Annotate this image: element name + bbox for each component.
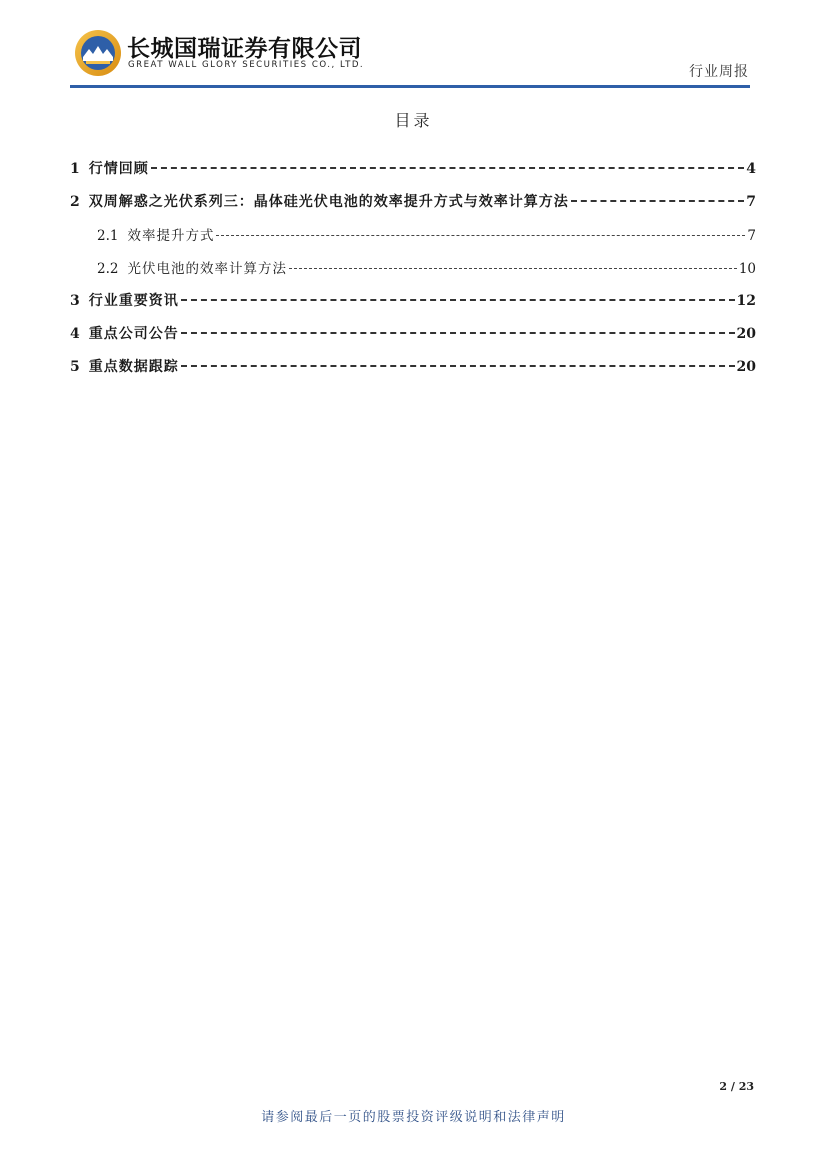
toc-entry-title: 重点数据跟踪	[88, 359, 179, 375]
toc-entry-number: 1	[70, 161, 80, 177]
toc-leader	[571, 200, 745, 202]
header-divider	[70, 85, 750, 88]
toc-entry-page: 7	[747, 228, 756, 244]
toc-leader	[151, 167, 745, 169]
company-name-en: GREAT WALL GLORY SECURITIES CO., LTD.	[128, 60, 365, 70]
toc-entry-page: 12	[736, 293, 756, 309]
toc-entry[interactable]	[70, 224, 756, 244]
toc-entry-number: 5	[70, 359, 80, 375]
table-of-contents	[70, 158, 756, 389]
toc-entry[interactable]	[70, 158, 756, 175]
toc-leader	[181, 365, 735, 367]
toc-entry-number: 2.2	[97, 261, 119, 277]
toc-entry-page: 20	[736, 326, 756, 342]
toc-entry[interactable]	[70, 257, 756, 277]
toc-entry[interactable]	[70, 290, 756, 307]
toc-entry-title: 重点公司公告	[88, 326, 179, 342]
toc-entry-page: 4	[746, 161, 756, 177]
toc-entry[interactable]	[70, 191, 756, 208]
toc-entry[interactable]	[70, 323, 756, 340]
toc-title: 目录	[394, 111, 433, 130]
page-number: 2 / 23	[719, 1080, 754, 1093]
page-header	[0, 0, 827, 90]
toc-entry-title: 光伏电池的效率计算方法	[127, 261, 287, 277]
company-name-cn: 长城国瑞证券有限公司	[127, 36, 362, 62]
toc-entry-page: 10	[738, 261, 756, 277]
toc-entry-number: 4	[70, 326, 80, 342]
toc-entry-number: 2	[70, 194, 80, 210]
toc-entry-title: 行业重要资讯	[88, 293, 179, 309]
toc-entry-number: 3	[70, 293, 80, 309]
toc-entry-title: 效率提升方式	[127, 228, 215, 244]
toc-entry[interactable]	[70, 356, 756, 373]
toc-leader	[181, 299, 735, 301]
toc-entry-title: 双周解惑之光伏系列三：晶体硅光伏电池的效率提升方式与效率计算方法	[88, 194, 569, 210]
report-type-label: 行业周报	[689, 64, 749, 80]
toc-leader	[216, 235, 745, 236]
toc-leader	[181, 332, 735, 334]
company-logo-icon	[74, 29, 122, 77]
toc-entry-title: 行情回顾	[88, 161, 149, 177]
toc-leader	[289, 268, 737, 269]
toc-entry-number: 2.1	[97, 228, 119, 244]
toc-entry-page: 20	[736, 359, 756, 375]
toc-entry-page: 7	[746, 194, 756, 210]
footer-disclaimer: 请参阅最后一页的股票投资评级说明和法律声明	[261, 1110, 566, 1125]
